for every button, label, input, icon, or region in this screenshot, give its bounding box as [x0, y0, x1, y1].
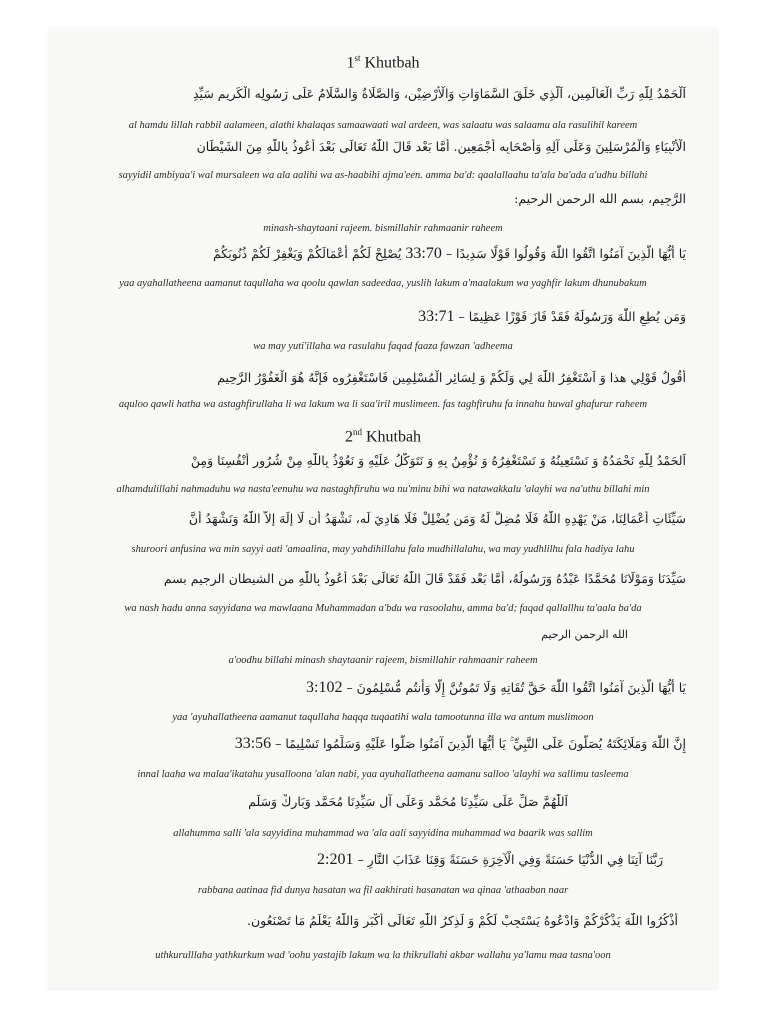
ayah-text: وَمَن يُطِعِ اللّٰهَ وَرَسُولَهُ فَقَدْ فَازَ فَوْزًا عَظِيمًا –	[458, 309, 686, 324]
ayah-text: إِنَّ اللّٰهَ وَمَلَائِكَتَهُ يُصَلُّونَ عَلَى النَّبِيِّ ۚ يَا أَيُّهَا الَّذِينَ آمَنُوا صَلُّوا عَلَيْهِ وَسَلِّمُوا تَسْلِيمًا –	[275, 736, 686, 751]
document-page	[48, 28, 718, 990]
khutbah2-translit-line-7: rabbana aatinaa fid dunya hasatan wa fil aakhirati hasanatan wa qinaa 'athaaban naar	[197, 885, 569, 896]
khutbah2-translit-line-4: yaa 'ayuhallatheena aamanut taqullaha haqqa tuqaatihi wala tamootunna illa wa antum muslimoon	[172, 712, 594, 723]
khutbah2-translit-line-3b: a'oodhu billahi minash shaytaanir rajeem, bismillahir rahmaanir raheem	[228, 655, 538, 666]
ayah-text-continued: يُصْلِحْ لَكُمْ أَعْمَالَكُمْ وَيَغْفِرْ لَكُمْ ذُنُوبَكُمْ	[212, 246, 402, 261]
khutbah2-translit-line-5: innal laaha wa malaa'ikatahu yusalloona 'alan nabi, yaa ayuhallatheena aamanu salloo 'alayhi wa sallimu tasleema	[137, 769, 629, 780]
khutbah2-translit-line-6: allahumma salli 'ala sayyidina muhammad wa 'ala aali sayyidina muhammad wa baarik was sallim	[173, 828, 593, 839]
khutbah2-arabic-line-4	[48, 679, 718, 697]
khutbah1-translit-line-1: al hamdu lillah rabbil aalameen, alathi khalaqas samaawaati wal ardeen, was salaatu was salaamu ala rasulihil kareem	[128, 120, 638, 131]
khutbah1-translit-line-6: aquloo qawli hatha wa astaghfirullaha li wa lakum wa li saa'iril muslimeen. fas taghfiruhu fa innahu huwal ghafurur raheem	[118, 399, 648, 410]
khutbah2-translit-line-1: alhamdulillahi nahmaduhu wa nasta'eenuhu wa nastaghfiruhu wa nu'minu bihi wa natawakkalu 'alayhi wa na'uthu billahi min	[116, 484, 650, 495]
khutbah2-arabic-line-3: سَيِّدَنَا وَمَوْلَانَا مُحَمَّدًا عَبْدُهُ وَرَسُولُهُ، أَمَّا بَعْد فَقَدْ قَالَ اللّٰهُ تَعَالَى بَعْدَ أَعُوذُ بِاللّٰهِ من الشيطان الرجيم بسم	[163, 571, 686, 586]
khutbah2-arabic-line-5	[48, 735, 718, 753]
khutbah2-arabic-line-2: سَيِّئَاتِ أَعْمَالِنَا، مَنْ يَهْدِهِ اللّٰهُ فَلَا مُضِلَّ لَهُ وَمَن يُضْلِلْ فَلَا هَادِيَ لَه، نَشْهَدُ أَن لَا إِلَهَ إِلاَّ اللّٰهُ وَنَشْهَدُ أَنَّ	[188, 511, 686, 526]
khutbah1-title: 1st Khutbah	[346, 53, 420, 72]
khutbah2-arabic-line-8: أُذْكُرُوا اللّٰهَ يَذْكُرْكُمْ وَادْعُوهُ يَسْتَجِبْ لَكُمْ وَ لَذِكرُ اللّٰهِ تَعَالَى أَكْبَر وَاللّٰهُ يَعْلَمُ مَا تَصْنَعُون.	[247, 913, 678, 928]
ayah-reference: 33:70	[405, 245, 442, 262]
khutbah2-translit-line-3: wa nash hadu anna sayyidana wa mawlaana Muhammadan a'bdu wa rasoolahu, amma ba'd; faqad qallallhu ta'aala ba'da	[124, 603, 642, 614]
khutbah1-arabic-line-4	[48, 245, 718, 263]
khutbah1-arabic-line-3: الرَّجِيم، بسم الله الرحمن الرحيم:	[514, 191, 686, 206]
khutbah1-translit-line-2: sayyidil ambiyaa'i wal mursaleen wa ala aalihi wa as-haabihi ajma'een. amma ba'd: qaalallaahu ta'ala ba'ada a'udhu billahi	[118, 170, 648, 181]
ayah-reference: 2:201	[317, 851, 354, 868]
khutbah1-translit-line-5: wa may yuti'illaha wa rasulahu faqad faaza fawzan 'adheema	[253, 341, 513, 352]
ayah-reference: 33:56	[234, 735, 272, 752]
khutbah1-translit-line-4: yaa ayahallatheena aamanut taqullaha wa qoolu qawlan sadeedaa, yuslih lakum a'maalakum wa yaghfir lakum dhunubakum	[119, 278, 647, 289]
ayah-reference: 33:71	[418, 308, 455, 325]
khutbah2-arabic-line-3b: الله الرحمن الرحيم	[541, 628, 628, 641]
khutbah1-arabic-line-6: أَقُولُ قَوْلِي هذا وَ اَسْتَغْفِرُ اللّٰهَ لِي وَلَكُمْ وَ لِسَائِرِ الْمُسْلِمِين فَاسْتَغْفِرُوه فَإِنَّهُ هُوَ الْغَفُوْرُ الرَّحِيم	[217, 370, 686, 385]
ayah-reference: 3:102	[306, 679, 343, 696]
khutbah2-translit-line-2: shuroori anfusina wa min sayyi aati 'amaalina, may yahdihillahu fala mudhillalahu, wa may yudhlilhu fala hadiya lahu	[131, 544, 635, 555]
khutbah2-arabic-line-7	[48, 851, 718, 869]
khutbah2-arabic-line-6: اَللّٰهُمَّ صَلِّ عَلَى سَيِّدِنَا مُحَمَّد وَعَلَى آلِ سَيِّدِنَا مُحَمَّد وَبَارِكْ وَسَلِّم	[248, 794, 568, 809]
khutbah1-arabic-line-1: اَلْحَمْدُ لِلّٰهِ رَبِّ الْعَالَمِين، اَلَّذِي خَلَقَ السَّمَاوَاتِ وَالْأَرْضِيْن، وَالصَّلَاةُ وَالسَّلَامُ عَلَى رَسُولِه الْكَرِيمِ سَيِّدِ	[192, 86, 686, 101]
khutbah1-arabic-line-5	[48, 308, 718, 326]
khutbah2-arabic-line-1: اَلحَمْدُ لِلّٰهِ نَحْمَدُهُ وَ نَسْتَعِينُهُ وَ نَسْتَغْفِرُهُ وَ نُؤْمِنُ بِهِ وَ نَتَوَكَّلُ عَلَيْهِ وَ نَعُوْذُ بِاللّٰهِ مِنْ شُرُورِ أَنْفُسِنَا وَمِنْ	[190, 453, 686, 468]
khutbah1-translit-line-3: minash-shaytaani rajeem. bismillahir rahmaanir raheem	[263, 223, 503, 234]
khutbah2-title: 2nd Khutbah	[344, 427, 422, 446]
khutbah2-translit-line-8: uthkurulllaha yathkurkum wad 'oohu yastajib lakum wa la thikrullahi akbar wallahu ya'lamu maa tasna'oon	[155, 950, 611, 961]
ayah-text: رَبَّنَا آتِنَا فِي الدُّنْيَا حَسَنَةً وَفِي الْآخِرَةِ حَسَنَةً وَقِنَا عَذَابَ النَّارِ –	[357, 852, 663, 867]
ayah-text: يَا أَيُّهَا الَّذِينَ آمَنُوا اتَّقُوا اللّٰهَ حَقَّ تُقَاتِهِ وَلَا تَمُوتُنَّ إِلَّا وَأَنتُم مُّسْلِمُونَ –	[346, 680, 686, 695]
khutbah1-arabic-line-2: الْأَنْبِيَاءِ وَالْمُرْسَلِينَ وَعَلَى آلِهِ وَأَصْحَابِه أَجْمَعِين. أَمَّا بَعْد قَالَ اللّٰهُ تَعَالَى بَعْدَ أَعُوذُ بِاللّٰهِ مِنَ الشَيْطَانِ	[196, 139, 686, 154]
ayah-text: يَا أَيُّهَا الَّذِينَ آمَنُوا اتَّقُوا اللّٰهَ وَقُولُوا قَوْلًا سَدِيدًا –	[445, 246, 686, 261]
